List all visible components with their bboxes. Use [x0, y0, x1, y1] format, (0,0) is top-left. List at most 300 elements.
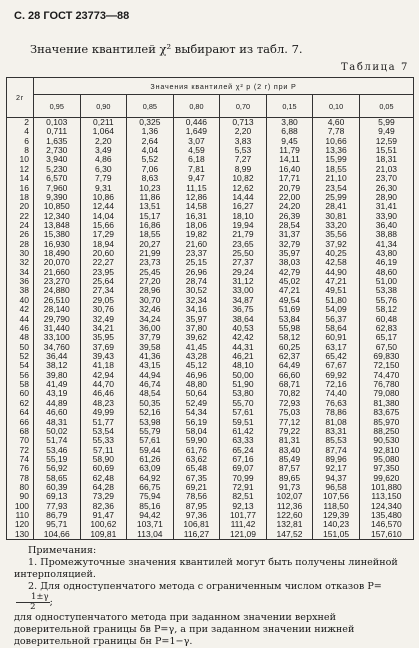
- value-cell: 151,05: [313, 530, 360, 540]
- table-row: [7, 455, 414, 464]
- value-cell: 75,94: [127, 492, 174, 501]
- value-cell: 103,71: [127, 520, 174, 529]
- value-cell: 26,96: [173, 268, 220, 277]
- value-cell: 100,62: [80, 520, 127, 529]
- value-cell: 88,250: [359, 427, 413, 436]
- value-cell: 20,27: [127, 240, 174, 249]
- value-cell: 99,620: [359, 474, 413, 483]
- row-label-cell: 24: [7, 221, 34, 230]
- value-cell: 12,59: [359, 137, 413, 146]
- value-cell: 46,60: [34, 408, 81, 417]
- value-cell: 43,28: [173, 352, 220, 361]
- intro-text: Значение квантилей χ² выбирают из табл. 7.: [30, 42, 303, 56]
- value-cell: 42,42: [220, 333, 267, 342]
- value-cell: 83,675: [359, 408, 413, 417]
- value-cell: 40,25: [313, 249, 360, 258]
- value-cell: 44,94: [127, 371, 174, 380]
- value-cell: 69,21: [173, 483, 220, 492]
- value-cell: 57,11: [80, 446, 127, 455]
- table-title: Таблица 7: [340, 62, 409, 73]
- table-row: [7, 174, 414, 183]
- note-1: 1. Промежуточные значения квантилей могут быть получены линейной интерполяцией.: [14, 557, 398, 580]
- value-cell: 2,730: [34, 146, 81, 155]
- table-row: [7, 436, 414, 445]
- value-cell: 18,55: [313, 165, 360, 174]
- value-cell: 95,71: [34, 520, 81, 529]
- value-cell: 60,91: [313, 333, 360, 342]
- notes: [14, 545, 412, 648]
- value-cell: 25,45: [127, 268, 174, 277]
- value-cell: 25,50: [220, 249, 267, 258]
- value-cell: 56,19: [173, 418, 220, 427]
- value-cell: 10,82: [220, 174, 267, 183]
- value-cell: 85,53: [313, 436, 360, 445]
- value-cell: 27,34: [80, 286, 127, 295]
- value-cell: 33,20: [313, 221, 360, 230]
- value-cell: 113,150: [359, 492, 413, 501]
- value-cell: 63,09: [127, 464, 174, 473]
- row-label-cell: 34: [7, 268, 34, 277]
- value-cell: 32,49: [80, 315, 127, 324]
- value-cell: 20,60: [80, 249, 127, 258]
- value-cell: 59,51: [220, 418, 267, 427]
- value-cell: 14,44: [220, 193, 267, 202]
- value-cell: 64,92: [127, 474, 174, 483]
- value-cell: 37,80: [173, 324, 220, 333]
- value-cell: 27,20: [127, 277, 174, 286]
- value-cell: 81,08: [313, 418, 360, 427]
- row-label-cell: 16: [7, 184, 34, 193]
- value-cell: 50,00: [220, 371, 267, 380]
- value-cell: 7,27: [220, 155, 267, 164]
- value-cell: 63,33: [220, 436, 267, 445]
- value-cell: 40,53: [220, 324, 267, 333]
- value-cell: 46,46: [80, 389, 127, 398]
- row-label-cell: 38: [7, 286, 34, 295]
- value-cell: 37,92: [313, 240, 360, 249]
- value-cell: 47,21: [266, 286, 313, 295]
- row-label-cell: 26: [7, 230, 34, 239]
- value-cell: 81,31: [266, 436, 313, 445]
- value-cell: 83,40: [266, 446, 313, 455]
- value-cell: 106,81: [173, 520, 220, 529]
- value-cell: 8,99: [220, 165, 267, 174]
- value-cell: 82,51: [220, 492, 267, 501]
- col-header: 0,15: [266, 95, 313, 118]
- value-cell: 47,21: [313, 277, 360, 286]
- row-label-cell: 110: [7, 511, 34, 520]
- row-label-cell: 70: [7, 436, 34, 445]
- value-cell: 7,960: [34, 184, 81, 193]
- table-row: [7, 464, 414, 473]
- value-cell: 10,66: [313, 137, 360, 146]
- value-cell: 48,60: [359, 268, 413, 277]
- value-cell: 30,76: [80, 305, 127, 314]
- row-label-cell: 32: [7, 258, 34, 267]
- row-label-cell: 48: [7, 333, 34, 342]
- value-cell: 28,96: [127, 286, 174, 295]
- value-cell: 45,12: [173, 361, 220, 370]
- value-cell: 91,47: [80, 511, 127, 520]
- value-cell: 72,150: [359, 361, 413, 370]
- table-row: [7, 483, 414, 492]
- value-cell: 67,35: [173, 474, 220, 483]
- value-cell: 140,23: [313, 520, 360, 529]
- value-cell: 64,49: [266, 361, 313, 370]
- value-cell: 76,780: [359, 380, 413, 389]
- value-cell: 87,95: [173, 502, 220, 511]
- value-cell: 60,69: [80, 464, 127, 473]
- value-cell: 36,40: [359, 221, 413, 230]
- value-cell: 41,34: [359, 240, 413, 249]
- value-cell: 112,36: [266, 502, 313, 511]
- value-cell: 39,43: [80, 352, 127, 361]
- value-cell: 23,65: [220, 240, 267, 249]
- value-cell: 121,09: [220, 530, 267, 540]
- value-cell: 85,16: [127, 502, 174, 511]
- value-cell: 69,07: [220, 464, 267, 473]
- value-cell: 35,95: [80, 333, 127, 342]
- value-cell: 6,30: [80, 165, 127, 174]
- value-cell: 41,36: [127, 352, 174, 361]
- value-cell: 9,47: [173, 174, 220, 183]
- value-cell: 19,82: [173, 230, 220, 239]
- value-cell: 16,40: [266, 165, 313, 174]
- value-cell: 48,80: [173, 380, 220, 389]
- value-cell: 39,62: [173, 333, 220, 342]
- value-cell: 102,07: [266, 492, 313, 501]
- value-cell: 132,81: [266, 520, 313, 529]
- value-cell: 30,81: [313, 212, 360, 221]
- value-cell: 53,98: [127, 418, 174, 427]
- value-cell: 37,79: [127, 333, 174, 342]
- value-cell: 48,31: [34, 418, 81, 427]
- value-cell: 12,62: [220, 184, 267, 193]
- value-cell: 74,470: [359, 371, 413, 380]
- value-cell: 51,90: [220, 380, 267, 389]
- value-cell: 26,510: [34, 296, 81, 305]
- value-cell: 0,103: [34, 118, 81, 128]
- value-cell: 21,03: [359, 165, 413, 174]
- row-label-cell: 36: [7, 277, 34, 286]
- col-header: 0,95: [34, 95, 81, 118]
- value-cell: 122,60: [266, 511, 313, 520]
- value-cell: 0,446: [173, 118, 220, 128]
- value-cell: 28,74: [173, 277, 220, 286]
- value-cell: 12,86: [173, 193, 220, 202]
- value-cell: 30,52: [173, 286, 220, 295]
- quantile-table: [6, 77, 414, 540]
- table-row: [7, 155, 414, 164]
- value-cell: 10,850: [34, 202, 81, 211]
- value-cell: 23,37: [173, 249, 220, 258]
- col-header: 0,05: [359, 95, 413, 118]
- value-cell: 57,61: [127, 436, 174, 445]
- value-cell: 23,95: [80, 268, 127, 277]
- row-label-cell: 80: [7, 483, 34, 492]
- value-cell: 81,380: [359, 399, 413, 408]
- value-cell: 60,25: [266, 343, 313, 352]
- value-cell: 50,02: [34, 427, 81, 436]
- value-cell: 4,60: [313, 118, 360, 128]
- value-cell: 17,29: [80, 230, 127, 239]
- value-cell: 101,880: [359, 483, 413, 492]
- table-row: [7, 474, 414, 483]
- col-header: 0,10: [313, 95, 360, 118]
- value-cell: 78,86: [313, 408, 360, 417]
- value-cell: 12,340: [34, 212, 81, 221]
- value-cell: 94,37: [313, 474, 360, 483]
- value-cell: 76,63: [313, 399, 360, 408]
- value-cell: 34,87: [220, 296, 267, 305]
- value-cell: 0,713: [220, 118, 267, 128]
- table-row: [7, 446, 414, 455]
- value-cell: 16,27: [220, 202, 267, 211]
- value-cell: 113,04: [127, 530, 174, 540]
- row-label-cell: 28: [7, 240, 34, 249]
- value-cell: 59,90: [173, 436, 220, 445]
- value-cell: 10,23: [127, 184, 174, 193]
- value-cell: 23,54: [313, 184, 360, 193]
- row-label-cell: 74: [7, 455, 34, 464]
- value-cell: 4,59: [173, 146, 220, 155]
- value-cell: 61,26: [127, 455, 174, 464]
- value-cell: 49,54: [266, 296, 313, 305]
- value-cell: 78,56: [173, 492, 220, 501]
- value-cell: 38,03: [266, 258, 313, 267]
- value-cell: 14,58: [173, 202, 220, 211]
- value-cell: 62,48: [80, 474, 127, 483]
- note-3: для одноступенчатого метода при заданном значении верхней доверительной границы δв P=γ, а при заданном значении нижней доверительной границы δн P=1−γ.: [14, 612, 355, 647]
- value-cell: 92,13: [220, 502, 267, 511]
- table-row: [7, 361, 414, 370]
- row-label-cell: 66: [7, 418, 34, 427]
- value-cell: 67,67: [313, 361, 360, 370]
- value-cell: 15,380: [34, 230, 81, 239]
- value-cell: 31,37: [266, 230, 313, 239]
- value-cell: 157,610: [359, 530, 413, 540]
- value-cell: 50,64: [173, 389, 220, 398]
- value-cell: 13,36: [313, 146, 360, 155]
- value-cell: 118,50: [313, 502, 360, 511]
- row-label-cell: 44: [7, 315, 34, 324]
- value-cell: 53,46: [34, 446, 81, 455]
- value-cell: 33,90: [359, 212, 413, 221]
- value-cell: 73,29: [80, 492, 127, 501]
- value-cell: 36,75: [220, 305, 267, 314]
- row-label-cell: 76: [7, 464, 34, 473]
- row-label-cell: 50: [7, 343, 34, 352]
- value-cell: 12,44: [80, 202, 127, 211]
- value-cell: 46,19: [359, 258, 413, 267]
- value-cell: 51,74: [34, 436, 81, 445]
- value-cell: 15,99: [313, 155, 360, 164]
- value-cell: 4,04: [127, 146, 174, 155]
- value-cell: 49,99: [80, 408, 127, 417]
- value-cell: 55,76: [359, 296, 413, 305]
- value-cell: 48,23: [80, 399, 127, 408]
- value-cell: 0,711: [34, 127, 81, 136]
- value-cell: 67,16: [220, 455, 267, 464]
- value-cell: 16,930: [34, 240, 81, 249]
- value-cell: 54,09: [313, 305, 360, 314]
- value-cell: 65,17: [359, 333, 413, 342]
- value-cell: 9,31: [80, 184, 127, 193]
- value-cell: 28,41: [313, 202, 360, 211]
- value-cell: 24,20: [266, 202, 313, 211]
- value-cell: 28,90: [359, 193, 413, 202]
- value-cell: 43,19: [34, 389, 81, 398]
- row-label-cell: 72: [7, 446, 34, 455]
- value-cell: 5,99: [359, 118, 413, 128]
- col-header: 0,85: [127, 95, 174, 118]
- value-cell: 15,17: [127, 212, 174, 221]
- value-cell: 34,24: [127, 315, 174, 324]
- value-cell: 41,45: [173, 343, 220, 352]
- value-cell: 2,20: [80, 137, 127, 146]
- row-label-cell: 60: [7, 389, 34, 398]
- value-cell: 34,21: [80, 324, 127, 333]
- value-cell: 28,140: [34, 305, 81, 314]
- value-cell: 6,18: [173, 155, 220, 164]
- table-row: [7, 492, 414, 501]
- value-cell: 46,96: [173, 371, 220, 380]
- value-cell: 13,51: [127, 202, 174, 211]
- value-cell: 79,22: [266, 427, 313, 436]
- table-row: [7, 137, 414, 146]
- value-cell: 33,00: [220, 286, 267, 295]
- value-cell: 11,79: [266, 146, 313, 155]
- value-cell: 38,88: [359, 230, 413, 239]
- value-cell: 55,33: [80, 436, 127, 445]
- value-cell: 24,880: [34, 286, 81, 295]
- value-cell: 43,80: [359, 249, 413, 258]
- value-cell: 49,51: [313, 286, 360, 295]
- value-cell: 53,84: [266, 315, 313, 324]
- value-cell: 147,52: [266, 530, 313, 540]
- value-cell: 55,98: [266, 324, 313, 333]
- value-cell: 29,24: [220, 268, 267, 277]
- value-cell: 5,230: [34, 165, 81, 174]
- row-label-cell: 42: [7, 305, 34, 314]
- value-cell: 89,65: [266, 474, 313, 483]
- value-cell: 55,19: [34, 455, 81, 464]
- value-cell: 53,38: [359, 286, 413, 295]
- row-label-cell: 12: [7, 165, 34, 174]
- value-cell: 60,48: [359, 315, 413, 324]
- value-cell: 18,31: [359, 155, 413, 164]
- value-cell: 35,97: [173, 315, 220, 324]
- value-cell: 44,31: [220, 343, 267, 352]
- value-cell: 14,11: [266, 155, 313, 164]
- value-cell: 45,02: [266, 277, 313, 286]
- value-cell: 13,848: [34, 221, 81, 230]
- value-cell: 65,24: [220, 446, 267, 455]
- row-label-cell: 2: [7, 118, 34, 128]
- value-cell: 1,635: [34, 137, 81, 146]
- value-cell: 146,570: [359, 520, 413, 529]
- value-cell: 58,65: [34, 474, 81, 483]
- value-cell: 7,79: [80, 174, 127, 183]
- row-label-cell: 130: [7, 530, 34, 540]
- value-cell: 65,48: [173, 464, 220, 473]
- value-cell: 4,86: [80, 155, 127, 164]
- notes-title: Примечания:: [28, 545, 97, 556]
- row-label-cell: 20: [7, 202, 34, 211]
- value-cell: 39,58: [127, 343, 174, 352]
- value-cell: 26,39: [266, 212, 313, 221]
- value-cell: 38,64: [220, 315, 267, 324]
- value-cell: 18,94: [80, 240, 127, 249]
- value-cell: 54,34: [173, 408, 220, 417]
- value-cell: 90,530: [359, 436, 413, 445]
- value-cell: 3,07: [173, 137, 220, 146]
- col-header: 0,70: [220, 95, 267, 118]
- value-cell: 116,27: [173, 530, 220, 540]
- value-cell: 31,12: [220, 277, 267, 286]
- value-cell: 35,97: [266, 249, 313, 258]
- value-cell: 91,73: [266, 483, 313, 492]
- value-cell: 3,80: [266, 118, 313, 128]
- value-cell: 19,94: [220, 221, 267, 230]
- value-cell: 11,86: [127, 193, 174, 202]
- value-cell: 23,73: [127, 258, 174, 267]
- row-label-cell: 18: [7, 193, 34, 202]
- value-cell: 46,74: [127, 380, 174, 389]
- value-cell: 67,50: [359, 343, 413, 352]
- value-cell: 63,62: [173, 455, 220, 464]
- value-cell: 63,17: [313, 343, 360, 352]
- value-cell: 72,16: [313, 380, 360, 389]
- value-cell: 20,79: [266, 184, 313, 193]
- value-cell: 21,99: [127, 249, 174, 258]
- value-cell: 58,12: [266, 333, 313, 342]
- table-row: [7, 530, 414, 540]
- value-cell: 53,54: [80, 427, 127, 436]
- value-cell: 32,34: [173, 296, 220, 305]
- value-cell: 51,69: [266, 305, 313, 314]
- value-cell: 18,06: [173, 221, 220, 230]
- value-cell: 66,75: [127, 483, 174, 492]
- table-row: [7, 127, 414, 136]
- value-cell: 97,36: [173, 511, 220, 520]
- value-cell: 8,63: [127, 174, 174, 183]
- table-row: [7, 118, 414, 128]
- row-label-cell: 120: [7, 520, 34, 529]
- value-cell: 30,70: [127, 296, 174, 305]
- value-cell: 31,440: [34, 324, 81, 333]
- value-cell: 79,080: [359, 389, 413, 398]
- value-cell: 16,31: [173, 212, 220, 221]
- value-cell: 36,00: [127, 324, 174, 333]
- row-label-cell: 78: [7, 474, 34, 483]
- value-cell: 72,91: [220, 483, 267, 492]
- value-cell: 44,90: [313, 268, 360, 277]
- table-row: [7, 165, 414, 174]
- value-cell: 82,36: [80, 502, 127, 511]
- value-cell: 7,81: [173, 165, 220, 174]
- value-cell: 21,79: [220, 230, 267, 239]
- value-cell: 44,89: [34, 399, 81, 408]
- row-label-cell: 90: [7, 492, 34, 501]
- value-cell: 25,64: [80, 277, 127, 286]
- value-cell: 9,390: [34, 193, 81, 202]
- value-cell: 0,325: [127, 118, 174, 128]
- value-cell: 58,12: [359, 305, 413, 314]
- table-row: [7, 389, 414, 398]
- table-row: [7, 380, 414, 389]
- value-cell: 38,12: [34, 361, 81, 370]
